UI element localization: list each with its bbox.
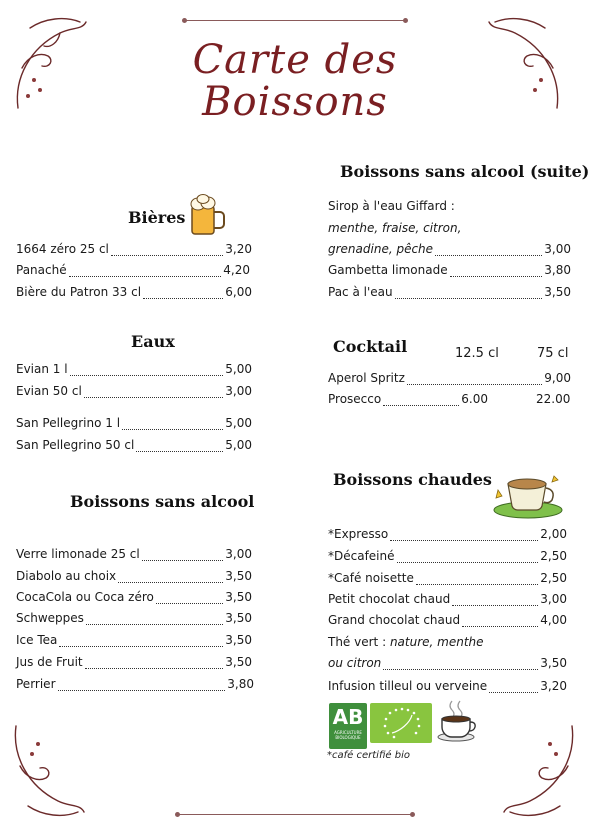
item-name: Diabolo au choix bbox=[16, 569, 117, 583]
page-title-line1: Carte des bbox=[192, 37, 398, 83]
sirop-line-1: Sirop à l'eau Giffard : bbox=[328, 199, 455, 213]
top-divider bbox=[185, 20, 405, 21]
item-price: 5,00 bbox=[225, 362, 252, 376]
bio-note: *café certifié bio bbox=[327, 750, 410, 761]
list-item bbox=[328, 678, 567, 694]
item-price: 9,00 bbox=[544, 371, 571, 385]
item-price: 5,00 bbox=[225, 438, 252, 452]
item-name: Infusion tilleul ou verveine bbox=[328, 679, 488, 693]
list-item bbox=[16, 589, 252, 605]
item-price: 3,20 bbox=[225, 242, 252, 256]
item-name: Panaché bbox=[16, 263, 67, 277]
item-name: Ice Tea bbox=[16, 633, 58, 647]
the-vert-line-1 bbox=[328, 634, 484, 650]
item-name: *Expresso bbox=[328, 527, 389, 541]
item-name: San Pellegrino 50 cl bbox=[16, 438, 135, 452]
list-item bbox=[16, 568, 252, 584]
section-title-sans-alcool: Boissons sans alcool bbox=[70, 492, 255, 511]
corner-ornament-bottom-left bbox=[8, 716, 88, 826]
item-name: Evian 50 cl bbox=[16, 384, 82, 398]
item-price: 3,00 bbox=[225, 547, 252, 561]
item-name: CocaCola ou Coca zéro bbox=[16, 590, 154, 604]
item-price: 2,50 bbox=[540, 571, 567, 585]
item-name: Pac à l'eau bbox=[328, 285, 393, 299]
item-price: 3,80 bbox=[544, 263, 571, 277]
item-price: 4,00 bbox=[540, 613, 567, 627]
section-title-chaudes: Boissons chaudes bbox=[333, 470, 492, 489]
sirop-line-2: menthe, fraise, citron, bbox=[328, 221, 462, 235]
list-item bbox=[16, 415, 252, 431]
item-name: Prosecco bbox=[328, 392, 382, 406]
list-item bbox=[16, 654, 252, 670]
item-name: Evian 1 l bbox=[16, 362, 68, 376]
item-price: 6,00 bbox=[225, 285, 252, 299]
eu-organic-logo bbox=[370, 703, 432, 743]
list-item bbox=[16, 262, 250, 278]
item-price: 6.00 bbox=[461, 392, 488, 406]
list-item bbox=[328, 591, 567, 607]
item-price: 3,00 bbox=[225, 384, 252, 398]
list-item bbox=[328, 548, 567, 564]
the-vert-label: Thé vert : bbox=[328, 635, 390, 649]
list-item bbox=[16, 437, 252, 453]
item-price: 3,80 bbox=[227, 677, 254, 691]
section-title-cocktail: Cocktail bbox=[333, 337, 408, 356]
item-name: Perrier bbox=[16, 677, 56, 691]
item-name: Grand chocolat chaud bbox=[328, 613, 461, 627]
the-vert-options: nature, menthe bbox=[389, 635, 484, 649]
ab-logo-line2: BIOLOGIQUE bbox=[335, 735, 361, 740]
item-name: Bière du Patron 33 cl bbox=[16, 285, 142, 299]
list-item bbox=[16, 546, 252, 562]
item-price: 3,50 bbox=[225, 590, 252, 604]
column-header-125cl: 12.5 cl bbox=[455, 346, 499, 361]
list-item bbox=[16, 676, 254, 692]
list-item bbox=[328, 612, 567, 628]
section-title-sans-alcool-suite: Boissons sans alcool (suite) bbox=[340, 162, 590, 181]
tea-cup-icon bbox=[488, 466, 564, 520]
list-item bbox=[328, 570, 567, 586]
list-item bbox=[328, 391, 488, 407]
item-price: 3,00 bbox=[540, 592, 567, 606]
item-price: 2,00 bbox=[540, 527, 567, 541]
list-item bbox=[16, 632, 252, 648]
bottom-divider bbox=[178, 814, 412, 815]
section-title-bieres: Bières bbox=[128, 208, 186, 227]
list-item bbox=[328, 241, 571, 257]
item-price: 3,50 bbox=[225, 655, 252, 669]
item-name: *Décafeiné bbox=[328, 549, 395, 563]
list-item bbox=[16, 610, 252, 626]
item-price: 2,50 bbox=[540, 549, 567, 563]
item-price: 3,50 bbox=[540, 656, 567, 670]
ab-logo-letters: AB bbox=[332, 705, 364, 729]
item-name: Gambetta limonade bbox=[328, 263, 448, 277]
item-name: Aperol Spritz bbox=[328, 371, 405, 385]
item-price: 3,50 bbox=[225, 611, 252, 625]
column-header-75cl: 75 cl bbox=[537, 346, 569, 361]
item-price: 3,50 bbox=[225, 569, 252, 583]
item-name: *Café noisette bbox=[328, 571, 414, 585]
page-title-line2: Boissons bbox=[202, 79, 388, 125]
list-item bbox=[16, 361, 252, 377]
item-price: 3,50 bbox=[225, 633, 252, 647]
ab-bio-logo bbox=[329, 703, 367, 749]
item-name: Petit chocolat chaud bbox=[328, 592, 451, 606]
list-item bbox=[328, 262, 571, 278]
corner-ornament-bottom-right bbox=[500, 716, 580, 826]
list-item bbox=[16, 241, 252, 257]
list-item bbox=[328, 284, 571, 300]
item-name: 1664 zéro 25 cl bbox=[16, 242, 109, 256]
list-item bbox=[16, 383, 252, 399]
list-item bbox=[328, 370, 571, 386]
item-name: Verre limonade 25 cl bbox=[16, 547, 140, 561]
item-price: 4,20 bbox=[223, 263, 250, 277]
item-name: grenadine, pêche bbox=[328, 242, 434, 256]
item-name: Jus de Fruit bbox=[16, 655, 83, 669]
beer-mug-icon bbox=[186, 194, 226, 238]
item-name: ou citron bbox=[328, 656, 382, 670]
ab-logo-line1: AGRICULTURE bbox=[334, 730, 362, 735]
eu-leaf-icon bbox=[370, 703, 432, 743]
item-name: San Pellegrino 1 l bbox=[16, 416, 121, 430]
item-name: Schweppes bbox=[16, 611, 84, 625]
prosecco-price-75cl: 22.00 bbox=[536, 392, 571, 406]
item-price: 3,00 bbox=[544, 242, 571, 256]
item-price: 3,50 bbox=[544, 285, 571, 299]
list-item bbox=[328, 526, 567, 542]
section-title-eaux: Eaux bbox=[131, 332, 175, 351]
list-item bbox=[16, 284, 252, 300]
list-item bbox=[328, 655, 567, 671]
coffee-cup-icon bbox=[436, 697, 478, 743]
item-price: 5,00 bbox=[225, 416, 252, 430]
item-price: 3,20 bbox=[540, 679, 567, 693]
